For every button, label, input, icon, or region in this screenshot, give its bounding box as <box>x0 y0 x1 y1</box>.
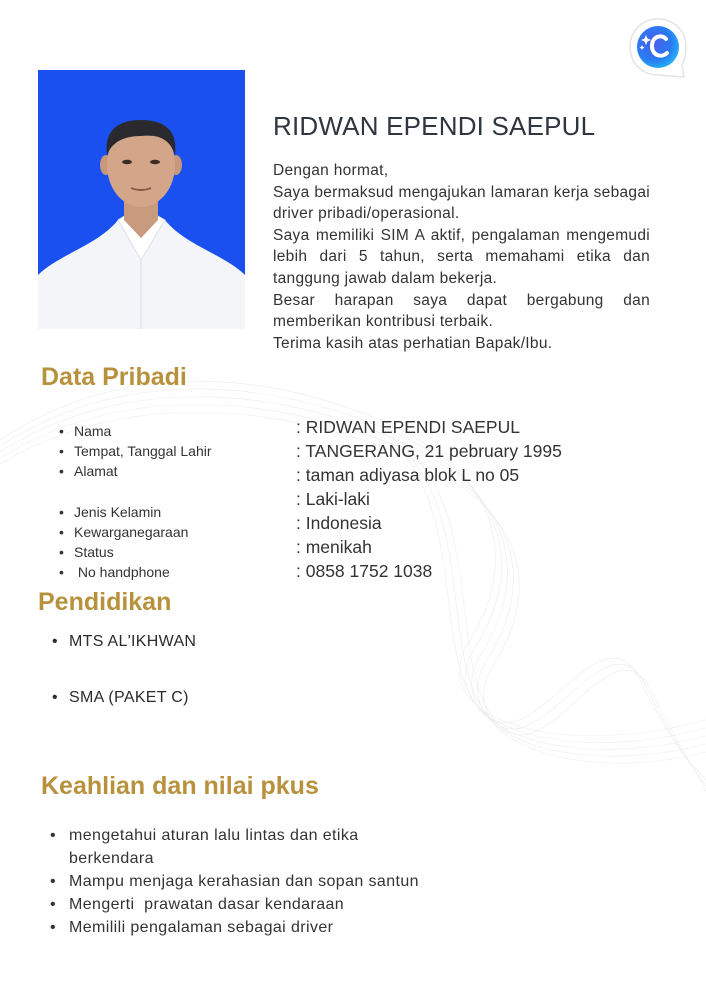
personal-label-alamat: • Alamat <box>56 463 118 479</box>
section-title-keahlian: Keahlian dan nilai pkus <box>41 772 319 800</box>
skill-item: • Mampu menjaga kerahasian dan sopan santun <box>50 870 450 893</box>
personal-value-status: : menikah <box>296 537 372 557</box>
letter-paragraph: Terima kasih atas perhatian Bapak/Ibu. <box>273 334 553 352</box>
bullet-icon: • <box>59 524 64 540</box>
personal-value-ttl: : TANGERANG, 21 pebruary 1995 <box>296 441 562 461</box>
skill-item: • mengetahui aturan lalu lintas dan etika berkendara <box>50 824 410 870</box>
bullet-icon: • <box>50 827 57 844</box>
personal-value-nama: : RIDWAN EPENDI SAEPUL <box>296 417 520 437</box>
personal-label-kewarganegaraan: • Kewarganegaraan <box>56 524 188 540</box>
personal-label-ttl: • Tempat, Tanggal Lahir <box>56 443 212 459</box>
personal-value-no-handphone: : 0858 1752 1038 <box>296 561 433 581</box>
portrait-illustration <box>38 70 245 329</box>
bullet-icon: • <box>59 564 64 580</box>
bullet-icon: • <box>59 423 64 439</box>
personal-value-alamat: : taman adiyasa blok L no 05 <box>296 465 520 485</box>
bullet-icon: • <box>52 689 58 706</box>
bullet-icon: • <box>59 504 64 520</box>
personal-label-nama: • Nama <box>56 423 111 439</box>
bullet-icon: • <box>50 919 57 936</box>
education-item: • SMA (PAKET C) <box>52 689 189 706</box>
skills-list <box>50 824 450 939</box>
candidate-name-heading: RIDWAN EPENDI SAEPUL <box>273 111 596 142</box>
bullet-icon: • <box>52 633 58 650</box>
app-logo-badge[interactable] <box>626 15 690 79</box>
bullet-icon: • <box>59 544 64 560</box>
cover-letter <box>273 160 650 354</box>
personal-value-kewarganegaraan: : Indonesia <box>296 513 382 533</box>
personal-label-status: • Status <box>56 544 114 560</box>
app-logo-c-sparkle-icon <box>626 15 690 79</box>
skill-item: • Mengerti prawatan dasar kendaraan <box>50 893 450 916</box>
profile-photo <box>38 70 245 329</box>
section-title-data-pribadi: Data Pribadi <box>41 363 187 391</box>
personal-label-jenis-kelamin: • Jenis Kelamin <box>56 504 161 520</box>
bullet-icon: • <box>50 873 57 890</box>
section-title-pendidikan: Pendidikan <box>38 588 172 616</box>
bullet-icon: • <box>59 443 64 459</box>
letter-paragraph: Besar harapan saya dapat bergabung dan memberikan kontribusi terbaik. <box>273 291 650 331</box>
education-item: • MTS AL'IKHWAN <box>52 633 197 650</box>
personal-value-jenis-kelamin: : Laki-laki <box>296 489 370 509</box>
personal-label-no-handphone: • No handphone <box>56 564 170 580</box>
bullet-icon: • <box>50 896 57 913</box>
bullet-icon: • <box>59 463 64 479</box>
letter-paragraph: Saya bermaksud mengajukan lamaran kerja sebagai driver pribadi/operasional. <box>273 183 650 223</box>
skill-item: • Memilili pengalaman sebagai driver <box>50 916 450 939</box>
letter-paragraph: Dengan hormat, <box>273 162 389 179</box>
letter-paragraph: Saya memiliki SIM A aktif, pengalaman mengemudi lebih dari 5 tahun, serta memahami etika dan tanggung jawab dalam bekerja. <box>273 226 650 287</box>
